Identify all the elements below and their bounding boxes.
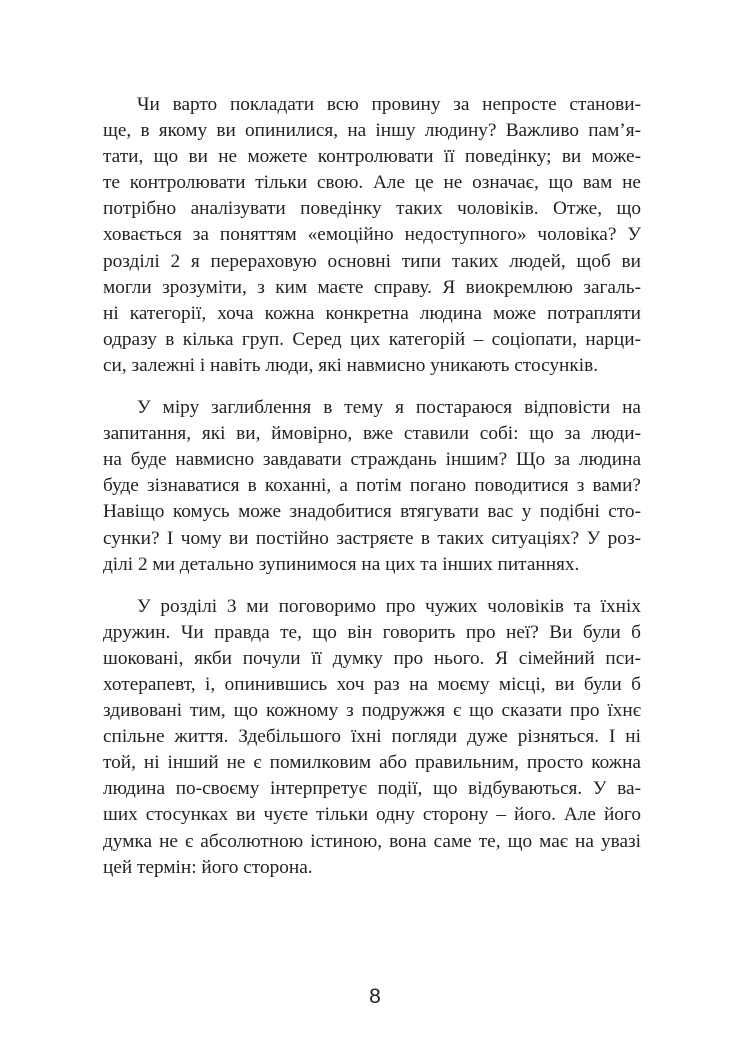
text-line: здивовані тим, що кожному з подружжя є що сказати про їхнє [103, 700, 641, 722]
text-line: тати, що ви не можете контролювати її поведінку; ви може- [103, 146, 641, 168]
text-line: ще, в якому ви опинилися, на іншу людину? Важливо пам’я- [103, 120, 641, 142]
text-line: той, ні інший не є помилковим або правильним, просто кожна [103, 752, 641, 774]
text-line: те контролювати тільки свою. Але це не означає, що вам не [103, 172, 641, 194]
text-line: шоковані, якби почули її думку про нього. Я сімейний пси- [103, 647, 641, 669]
page-body [103, 92, 641, 897]
text-line: запитання, які ви, ймовірно, вже ставили собі: що за люди- [103, 423, 641, 445]
text-line: цей термін: його сторона. [103, 856, 313, 878]
text-line: могли зрозуміти, з ким маєте справу. Я виокремлюю загаль- [103, 276, 641, 298]
text-line: потрібно аналізувати поведінку таких чоловіків. Отже, що [103, 198, 641, 220]
paragraph-3 [103, 594, 641, 881]
paragraph-2 [103, 395, 641, 578]
text-line: У розділі 3 ми поговоримо про чужих чоловіків та їхніх [137, 595, 641, 617]
text-line: буде зізнаватися в коханні, а потім погано поводитися з вами? [103, 475, 641, 497]
page-number: 8 [369, 985, 381, 1008]
text-line: ховається за поняттям «емоційно недоступного» чоловіка? У [103, 224, 641, 246]
text-line: розділі 2 я перераховую основні типи таких людей, щоб ви [103, 250, 641, 272]
text-line: Чи варто покладати всю провину за непросте станови- [137, 94, 641, 115]
text-line: У міру заглиблення в тему я постараюся відповісти на [137, 397, 641, 419]
text-line: одразу в кілька груп. Серед цих категорій – соціопати, нарци- [103, 328, 641, 350]
text-line: думка не є абсолютною істиною, вона саме те, що має на увазі [103, 830, 641, 852]
paragraph-1 [103, 92, 641, 379]
text-line: си, залежні і навіть люди, які навмисно уникають стосунків. [103, 354, 599, 376]
text-line: людина по-своєму інтерпретує події, що відбуваються. У ва- [103, 778, 641, 800]
text-line: спільне життя. Здебільшого їхні погляди дуже різняться. І ні [103, 726, 641, 748]
text-line: ділі 2 ми детально зупинимося на цих та інших питаннях. [103, 553, 580, 575]
text-line: хотерапевт, і, опинившись хоч раз на моєму місці, ви були б [103, 673, 641, 695]
text-line: Навіщо комусь може знадобитися втягувати вас у подібні сто- [103, 501, 641, 523]
text-line: ших стосунках ви чуєте тільки одну сторону – його. Але його [103, 804, 641, 826]
text-line: ні категорії, хоча кожна конкретна людина може потрапляти [103, 302, 641, 324]
text-line: на буде навмисно завдавати страждань іншим? Що за людина [103, 449, 641, 471]
text-line: сунки? І чому ви постійно застряєте в таких ситуаціях? У роз- [103, 527, 641, 549]
text-line: дружин. Чи правда те, що він говорить про неї? Ви були б [103, 621, 641, 643]
